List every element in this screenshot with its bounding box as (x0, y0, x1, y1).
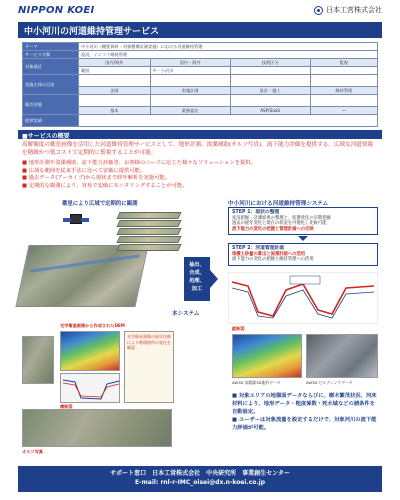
spec-cell: 範囲 (79, 67, 151, 75)
page-title: 中小河川の河道維持管理サービス (18, 22, 382, 38)
spec-label: 提供実績 (23, 115, 79, 127)
spec-cell: 基本 (79, 107, 151, 115)
system-label: 本システム (172, 311, 200, 317)
overview-bullet: ■ 過去データ(アーカイブ)から現状まで経年解析を実施可能。 (22, 175, 378, 183)
processing-step: 合成、 (189, 270, 205, 276)
feature-bullets (232, 392, 380, 432)
spec-row (23, 75, 378, 87)
left-note-text: 光学衛星画像の経年比較により堆積箇所の変化を確認 (127, 334, 171, 350)
processing-box (184, 257, 210, 301)
label-profile: 縦断図 (232, 326, 245, 331)
spec-label: 実施主体の目途 (23, 75, 79, 95)
spec-cell (310, 75, 377, 87)
flow-title: 中小河川における河道維持管理システム (228, 201, 329, 207)
flow-step-line: 流下能力の変化の把握と維持管理への活用 (232, 257, 314, 263)
spec-cell (230, 67, 310, 75)
image-stack (118, 212, 180, 252)
spec-row (23, 51, 378, 59)
spec-cell: — (310, 107, 377, 115)
spec-value: 流況、インフラ維持管理 (79, 51, 378, 59)
page-header (0, 0, 400, 20)
dem-image (60, 331, 120, 371)
spec-cell: 監視 (310, 59, 377, 67)
spec-cell: 維持管理 (310, 87, 377, 95)
contact-email[interactable]: E-mail: rnl-r-IMC_oisei@dx.n-koei.co.jp (134, 479, 266, 486)
feature-bullet: ■ ユーザーは対象流量を設定するだけで、対象河川の流下能力評価が可能。 (232, 416, 380, 432)
spec-label: サービス分類 (23, 51, 79, 59)
label-awd: AW3D 高精細3D地形データ (232, 380, 281, 385)
arrow-down-icon (298, 236, 308, 241)
flow-step-heading: STEP 2：河道管理計画 (232, 246, 285, 251)
label-cross: 横断図 (60, 404, 73, 409)
processing-step: 加工 (191, 286, 203, 292)
flow-step-line: 流下能力の変化の把握と管理計画への反映 (232, 226, 314, 232)
spec-cell (79, 95, 151, 107)
spec-cell (310, 95, 377, 107)
awd-building-image (306, 334, 378, 378)
satellite-icon (70, 214, 82, 224)
arrow-right-icon (210, 270, 218, 288)
spec-row (23, 95, 378, 107)
spec-value (79, 115, 378, 127)
spec-cell: 中・小河川 (150, 67, 230, 75)
cross-section-graph (61, 374, 121, 404)
overview-intro: 高解像度の衛星画像を活用した河道維持管理サービスとして、地形計測、浚渫補助(オルソ写真)、流下能力評価を提供する。広域な河道情報を精緻かつ低コストで定期的に監視することが可能。 (22, 142, 374, 156)
overview-bullet: ■ 定期的な観測により、容易で安価にモニタリングすることが可能。 (22, 183, 378, 191)
spec-cell: 国内・海外 (150, 59, 230, 67)
spec-cell: 業務委託 (150, 107, 230, 115)
flow-step-heading: STEP 1：現状の整理 (232, 210, 280, 215)
spec-value: 中小河川（概要資料・対象整備計画実施）における河道維持管理 (79, 43, 378, 51)
image-layer (116, 212, 181, 219)
feature-bullet: ■ 対象エリアの地盤面データならびに、樹木繁茂状況、河床材料により、地形データ・粗度係数・死水域などの諸条件を自動設定。 (232, 392, 380, 416)
river-orthophoto (22, 409, 172, 447)
flow-step-1 (228, 207, 378, 235)
spec-cell: 国内/海外 (79, 59, 151, 67)
flow-step-line: 状況把握・計測結果の整理と、状態変化の早期把握 (232, 215, 331, 221)
label-awd2: AW3D ビルディングデータ (306, 380, 353, 385)
support-contact: サポート窓口 日本工営株式会社 中央研究所 事業創生センター (110, 470, 290, 477)
image-layer (116, 220, 181, 227)
overview-bullet: ■ 広域な範囲を従来手法に比べて安価に提供可能。 (22, 168, 378, 176)
flow-step-2 (228, 243, 378, 266)
overview-bullets (22, 160, 378, 190)
spec-label: 販売形態 (23, 95, 79, 115)
spec-row (23, 59, 378, 67)
company-name (314, 5, 382, 15)
spec-row (23, 115, 378, 127)
label-dem-top: 光学衛星画像から作成されたDEM (60, 323, 125, 328)
spec-cell (150, 95, 230, 107)
overview-bullet: ■ 地形計測や浚渫補助、流下能力評価等、お客様のニーズに応じた様々なソリューションを提供。 (22, 160, 378, 168)
company-logo: NIPPON KOEI (18, 5, 95, 16)
spec-cell: 技術区分 (230, 59, 310, 67)
spec-cell: 企画 (79, 87, 151, 95)
company-mark-icon (314, 6, 323, 15)
flow-step-line: 過去の経年変化と現在の状況を可視化し比較可能 (232, 221, 327, 227)
label-photo: オルソ写真 (22, 449, 43, 454)
spec-table (22, 42, 378, 127)
company-name-text: 日本工営株式会社 (326, 6, 382, 14)
spec-row (23, 43, 378, 51)
spec-cell: 設計・施工 (230, 87, 310, 95)
spec-cell (79, 75, 151, 87)
ground-imagery (15, 245, 148, 307)
image-layer (116, 228, 181, 235)
spec-cell (230, 75, 310, 87)
image-layer (116, 236, 181, 243)
awd-terrain-image (232, 334, 302, 378)
spec-label: 対象地区 (23, 59, 79, 75)
spec-label: テーマ (23, 43, 79, 51)
spec-cell: ASP/SaaS (230, 107, 310, 115)
river-profile-chart (228, 272, 378, 324)
left-note-box (124, 331, 174, 403)
processing-step: 処理、 (189, 278, 205, 284)
section-overview-heading: ■サービスの概要 (18, 130, 382, 139)
spec-cell (230, 95, 310, 107)
spec-cell (150, 75, 230, 87)
processing-step: 抽出、 (189, 262, 205, 268)
spec-cell: 実施計画 (150, 87, 230, 95)
image-layer (116, 244, 181, 251)
orthophoto-thumbnail (22, 336, 54, 384)
contact-footer (18, 466, 382, 492)
flow-step-line: 堆積土砂量の算出と浚渫計画への活用 (232, 251, 306, 257)
cross-section-chart (60, 373, 120, 403)
spec-cell (310, 67, 377, 75)
satellite-caption: 衛星により広域で定期的に観測 (62, 201, 138, 207)
